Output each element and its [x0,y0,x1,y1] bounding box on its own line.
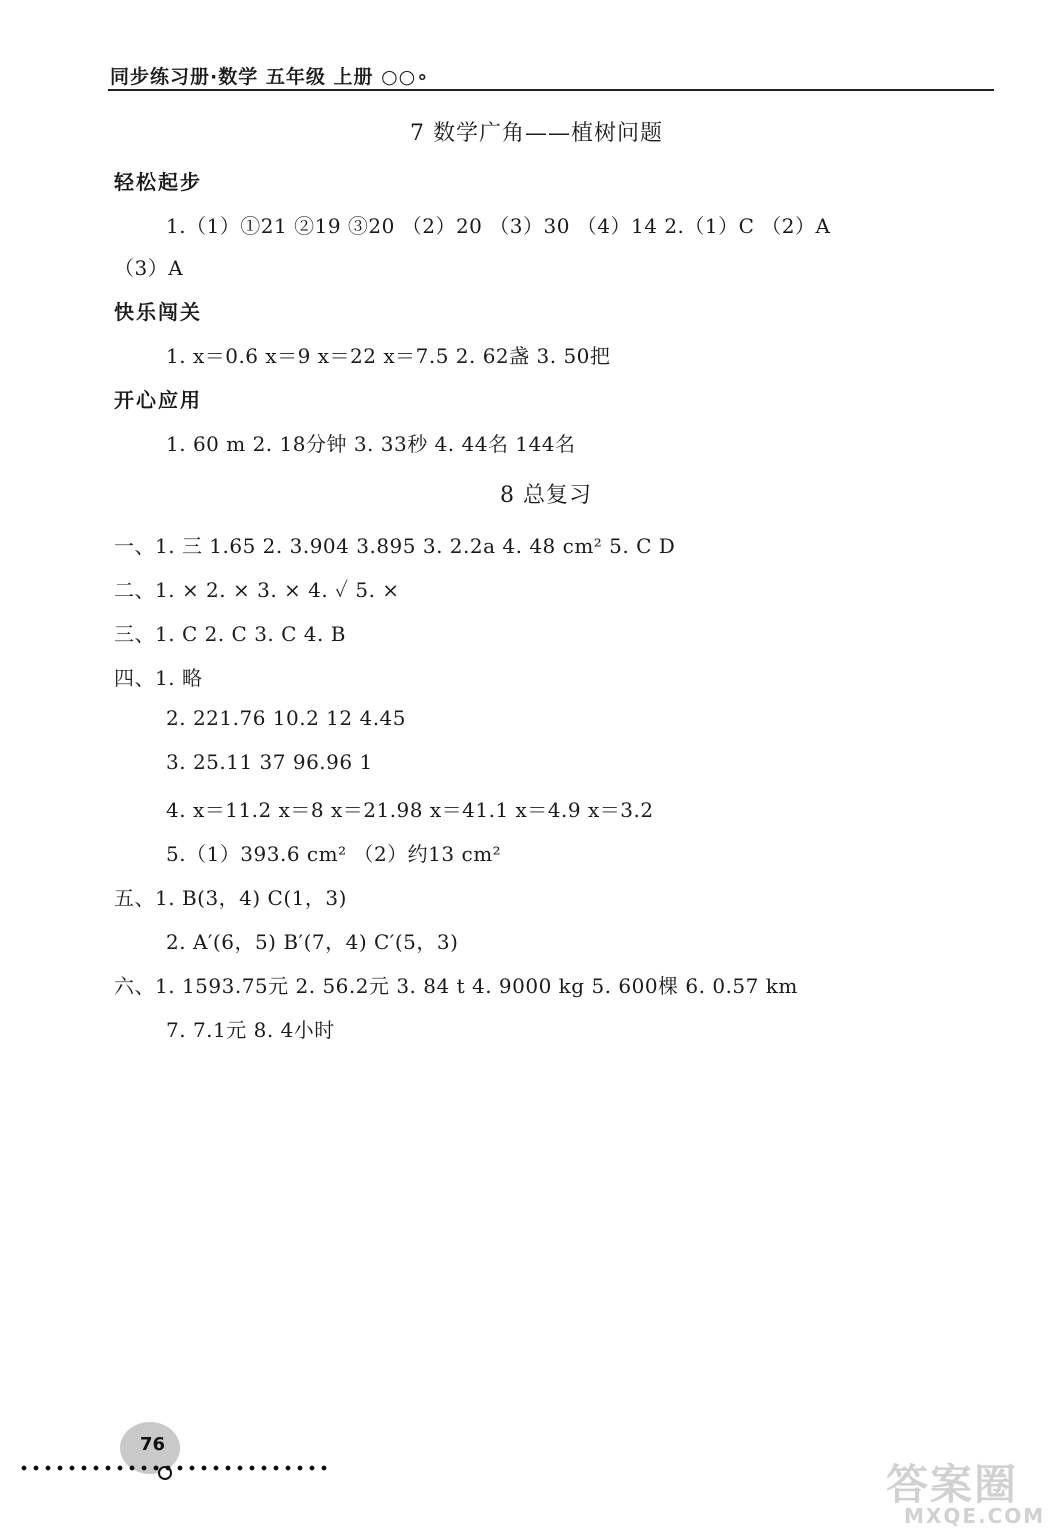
answer-line: 1. x＝0.6 x＝9 x＝22 x＝7.5 2. 62盏 3. 50把 [166,344,611,368]
section-heading-start: 轻松起步 [114,170,202,194]
footer-dotted-line [18,1464,328,1472]
answer-line: 2. 221.76 10.2 12 4.45 [166,706,407,730]
answer-line: （3）A [114,256,184,280]
page-number: 76 [140,1434,166,1455]
watermark-text: 答案圈 [886,1460,1019,1509]
answer-line: 3. 25.11 37 96.96 1 [166,750,373,774]
answer-line: 二、1. × 2. × 3. × 4. ✓ 5. × [114,578,400,602]
header-rule [108,89,994,91]
chapter7-title: 7 数学广角——植树问题 [410,121,663,146]
answer-line: 一、1. 三 1.65 2. 3.904 3.895 3. 2.2a 4. 48 cm² 5. C D [114,534,676,558]
answer-line: 5.（1）393.6 cm² （2）约13 cm² [166,842,502,866]
answer-line: 2. A′(6，5) B′(7，4) C′(5，3) [166,930,459,954]
answer-line: 三、1. C 2. C 3. C 4. B [114,622,346,646]
section-heading-application: 开心应用 [114,388,202,412]
page-number-badge [120,1422,184,1482]
running-header: 同步练习册·数学 五年级 上册 ○○∘ [110,66,430,88]
section-heading-levels: 快乐闯关 [114,300,202,324]
answer-line: 7. 7.1元 8. 4小时 [166,1018,335,1042]
answer-line: 1.（1）①21 ②19 ③20 （2）20 （3）30 （4）14 2.（1）C （2）A [166,214,831,238]
watermark-url: MXQE.COM [904,1504,1046,1528]
answer-line: 六、1. 1593.75元 2. 56.2元 3. 84 t 4. 9000 kg 5. 600棵 6. 0.57 km [114,974,798,998]
answer-line: 1. 60 m 2. 18分钟 3. 33秒 4. 44名 144名 [166,432,576,456]
answer-line: 4. x＝11.2 x＝8 x＝21.98 x＝41.1 x＝4.9 x＝3.2 [166,798,654,822]
answer-line: 五、1. B(3，4) C(1，3) [114,886,347,910]
chapter8-title: 8 总复习 [500,483,592,508]
watermark-logo [880,1450,1050,1534]
answer-line: 四、1. 略 [114,666,203,690]
